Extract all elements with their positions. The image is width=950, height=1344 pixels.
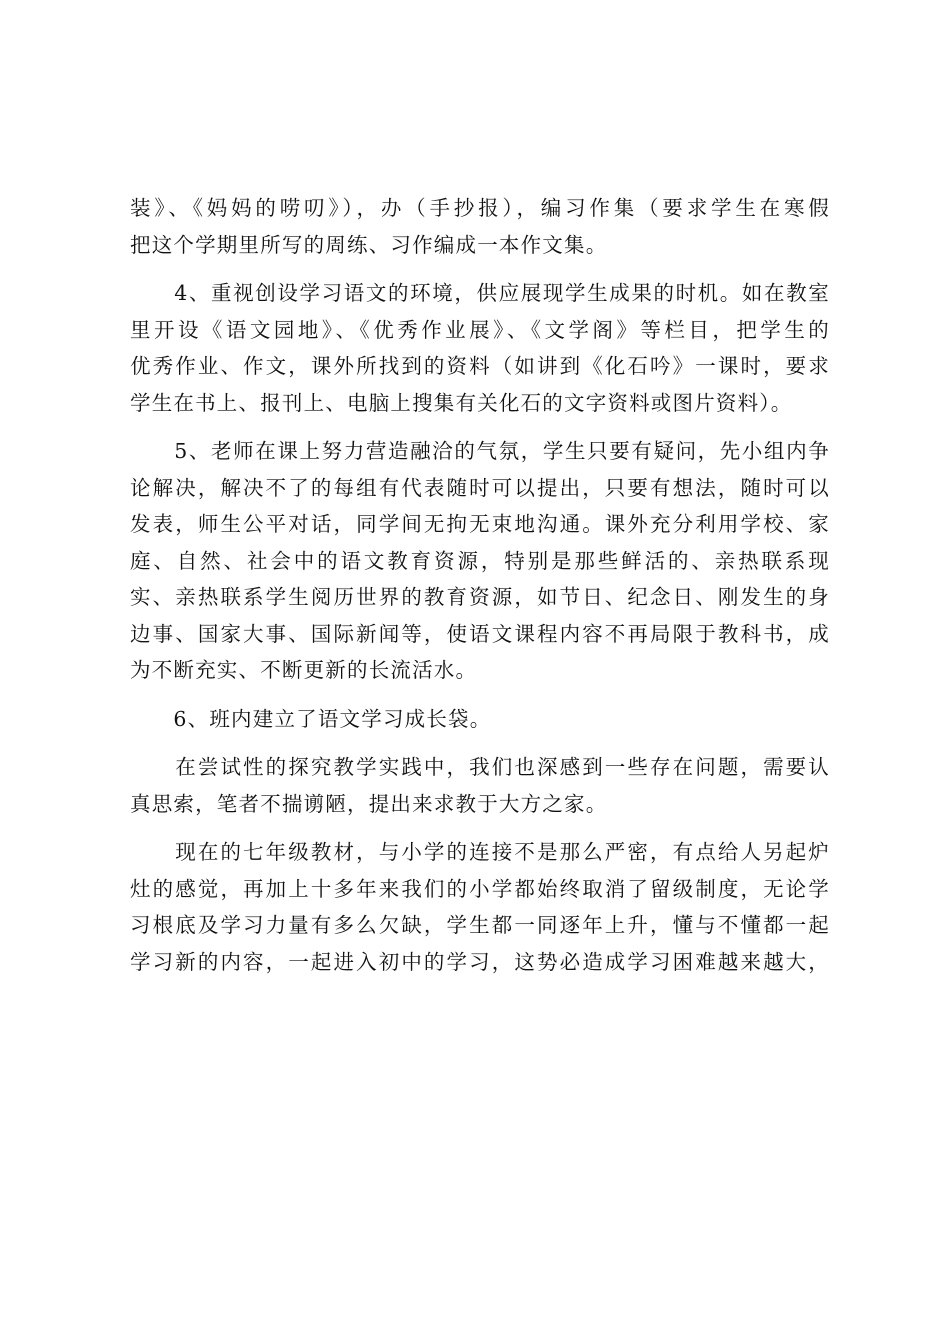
text-line: 灶的感觉，再加上十多年来我们的小学都始终取消了留级制度，无论学 (130, 876, 830, 901)
text-line: 为不断充实、不断更新的长流活水。 (130, 658, 478, 682)
text-line: 边事、国家大事、国际新闻等，使语文课程内容不再局限于教科书，成 (130, 621, 830, 646)
text-line: 真思索，笔者不揣谫陋，提出来求教于大方之家。 (130, 791, 608, 816)
text-line: 里开设《语文园地》、《优秀作业展》、《文学阁》等栏目，把学生的 (130, 317, 830, 342)
paragraph-3 (130, 433, 830, 689)
text-line: 4、重视创设学习语文的环境，供应展现学生成果的时机。如在教室 (130, 281, 830, 305)
paragraph-4 (130, 701, 830, 738)
text-line: 论解决，解决不了的每组有代表随时可以提出，只要有想法，随时可以 (130, 475, 830, 500)
paragraph-5 (130, 749, 830, 822)
text-line: 装》、《妈妈的唠叨》），办（手抄报），编习作集（要求学生在寒假 (130, 196, 830, 220)
text-line: 优秀作业、作文，课外所找到的资料（如讲到《化石吟》一课时，要求 (130, 354, 830, 378)
text-line: 现在的七年级教材，与小学的连接不是那么严密，有点给人另起炉 (130, 840, 830, 864)
paragraph-2 (130, 275, 830, 421)
paragraph-1 (130, 190, 830, 263)
text-line: 6、班内建立了语文学习成长袋。 (130, 706, 492, 731)
text-line: 学生在书上、报刊上、电脑上搜集有关化石的文字资料或图片资料）。 (130, 390, 793, 415)
text-line: 庭、自然、社会中的语文教育资源，特别是那些鲜活的、亲热联系现 (130, 548, 830, 573)
text-line: 在尝试性的探究教学实践中，我们也深感到一些存在问题，需要认 (130, 755, 830, 779)
text-line: 发表，师生公平对话，同学间无拘无束地沟通。课外充分利用学校、家 (130, 512, 830, 536)
paragraph-6 (130, 834, 830, 980)
text-line: 实、亲热联系学生阅历世界的教育资源，如节日、纪念日、刚发生的身 (130, 585, 830, 609)
text-line: 习根底及学习力量有多么欠缺，学生都一同逐年上升，懂与不懂都一起 (130, 913, 830, 937)
text-line: 5、老师在课上努力营造融洽的气氛，学生只要有疑问，先小组内争 (130, 439, 830, 463)
text-line: 把这个学期里所写的周练、习作编成一本作文集。 (130, 232, 608, 257)
document-body (130, 190, 830, 980)
text-line: 学习新的内容，一起进入初中的学习，这势必造成学习困难越来越大， (130, 949, 830, 974)
